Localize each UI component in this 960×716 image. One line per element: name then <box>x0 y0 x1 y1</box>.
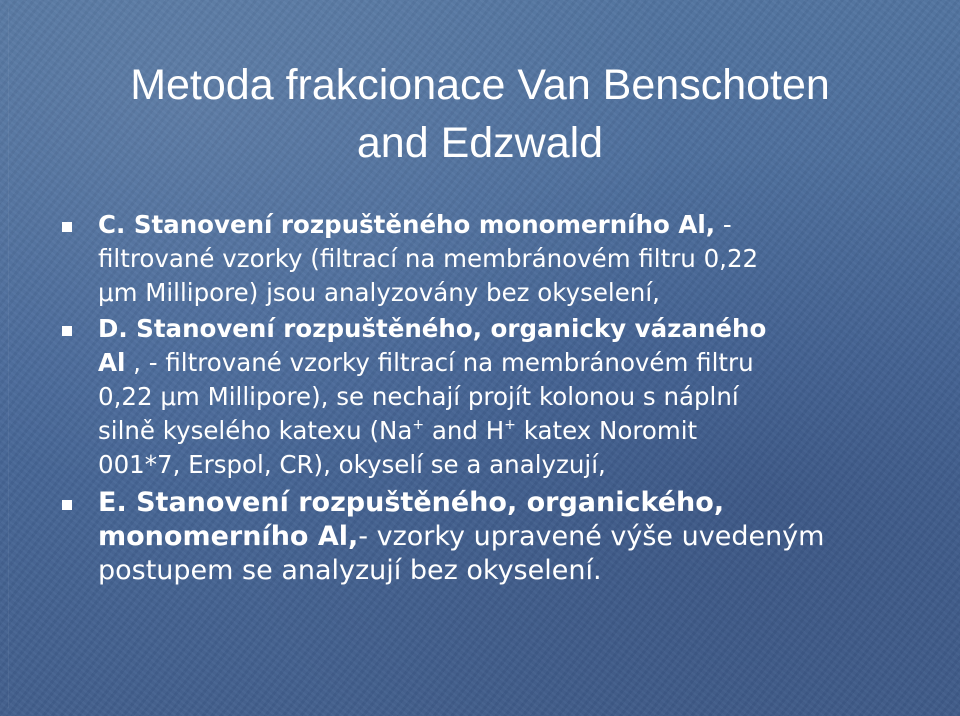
bullet-d-line-4-a: silně kyselého katexu (Na <box>98 416 413 445</box>
square-bullet-icon <box>62 326 72 336</box>
bullet-e-line-1 <box>98 486 922 520</box>
bullet-d-line-2-rest: , - filtrované vzorky filtrací na membránovém filtru <box>125 348 754 377</box>
bullet-c-line-1 <box>98 208 922 242</box>
bullet-e-line-2-rest: - vzorky upravené výše uvedeným <box>358 521 825 552</box>
bullet-c-line-2: filtrované vzorky (filtrací na membránovém filtru 0,22 <box>98 244 759 273</box>
square-bullet-icon <box>62 500 72 510</box>
bullet-c-line-3: μm Millipore) jsou analyzovány bez okyselení, <box>98 278 660 307</box>
bullet-item-d <box>62 312 922 482</box>
bullet-d-line-3: 0,22 μm Millipore), se nechají projít kolonou s náplní <box>98 382 739 411</box>
bullet-d-line-2 <box>98 346 922 380</box>
bullet-item-e <box>62 486 922 588</box>
bullet-d-heading-al: Al <box>98 348 126 377</box>
bullet-d-line-4-c: katex Noromit <box>515 416 698 445</box>
square-bullet-icon <box>62 222 72 232</box>
superscript-plus: + <box>504 417 516 433</box>
bullet-c-heading: C. Stanovení rozpuštěného monomerního Al, <box>98 210 716 239</box>
bullet-d-line-4-b: and H <box>424 416 505 445</box>
bullet-d-line-4 <box>98 414 922 448</box>
title-line-2: and Edzwald <box>356 119 604 167</box>
bullet-d-line-5: 001*7, Erspol, CR), okyselí se a analyzují, <box>98 450 606 479</box>
bullet-e-heading: E. Stanovení rozpuštěného, organického, <box>98 487 725 518</box>
bullet-item-c <box>62 208 922 310</box>
bullet-e-heading-al: monomerního Al, <box>98 521 359 552</box>
bullet-e-line-2 <box>98 520 922 554</box>
bullet-d-heading: D. Stanovení rozpuštěného, organicky vázaného <box>98 314 767 343</box>
bullet-e-line-3: postupem se analyzují bez okyselení. <box>98 555 602 586</box>
bullet-c-line-1-rest: - <box>715 210 732 239</box>
bullet-d-line-1 <box>98 312 922 346</box>
slide-title <box>0 56 960 172</box>
bullet-list <box>62 208 922 594</box>
title-line-1: Metoda frakcionace Van Benschoten <box>130 61 830 109</box>
superscript-plus: + <box>412 417 425 433</box>
